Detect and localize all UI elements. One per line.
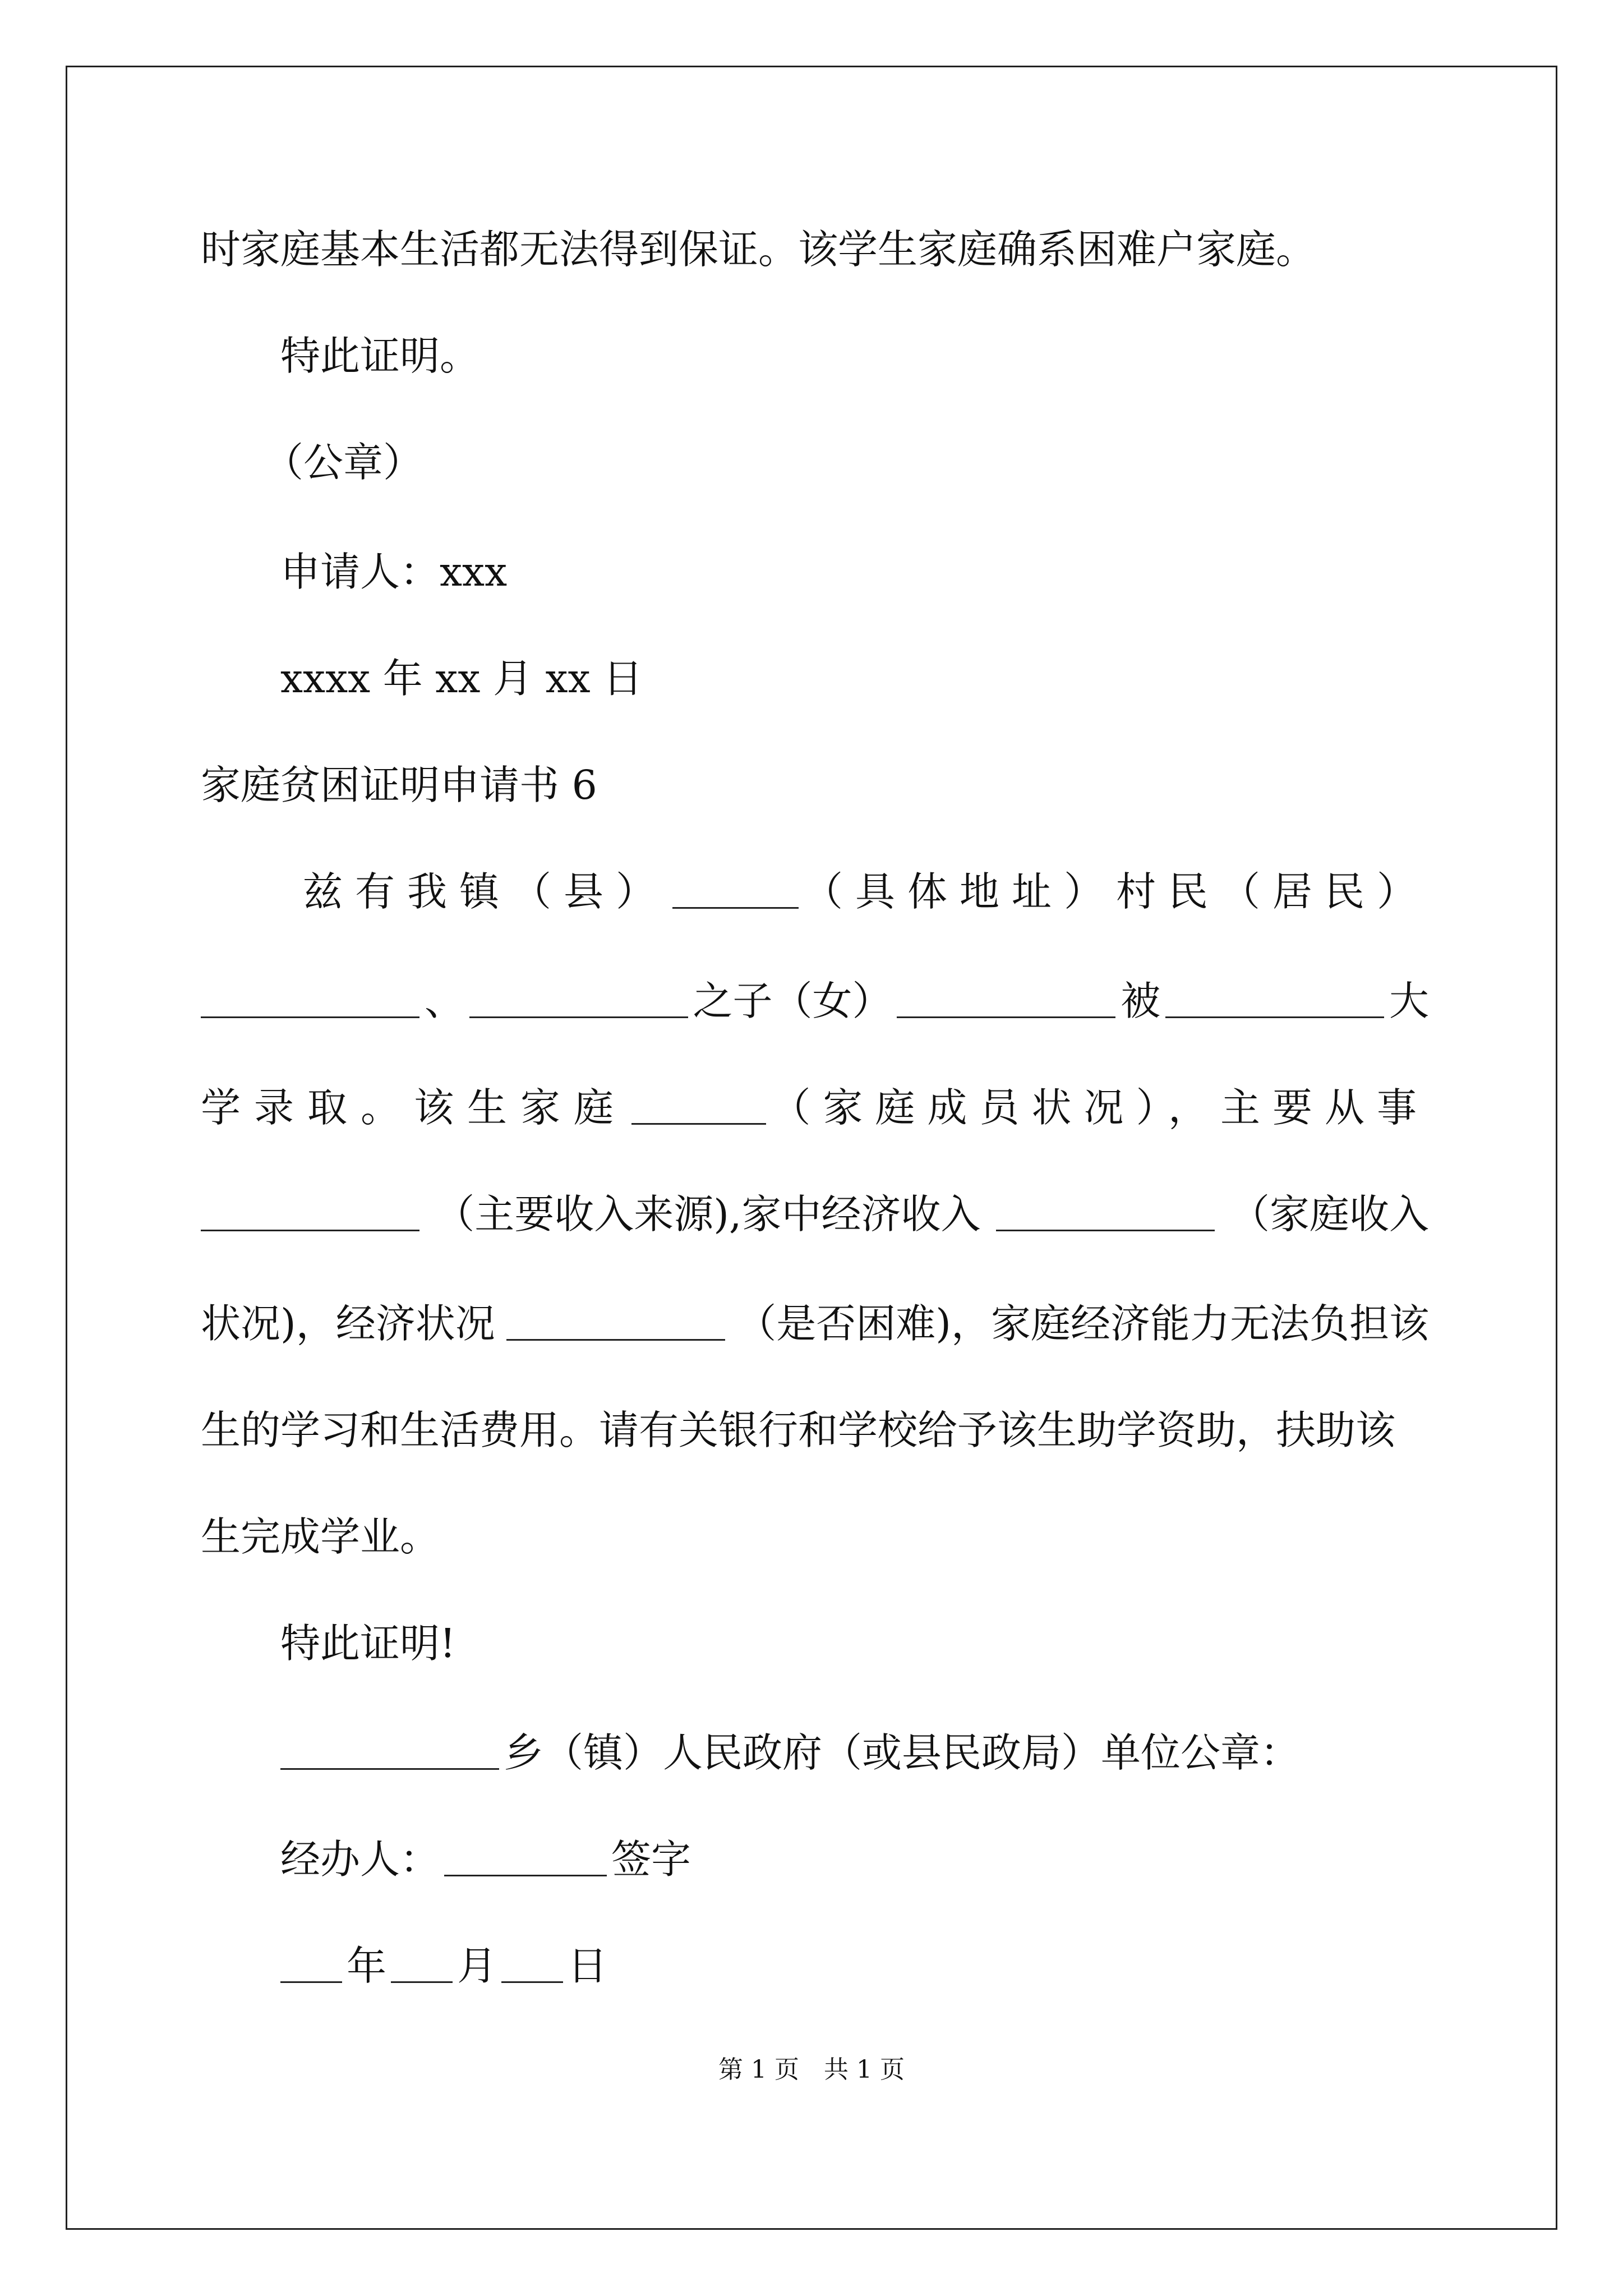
body-line-3-text-b: （家庭成员状况），主要从事 bbox=[771, 1084, 1429, 1131]
body-line-2 bbox=[201, 976, 1429, 1027]
body-line-7: 生完成学业。 bbox=[201, 1513, 440, 1560]
body-line-2-text-a: 、 bbox=[424, 978, 464, 1024]
body-line-5 bbox=[201, 1299, 1429, 1349]
blank-day bbox=[501, 1981, 563, 1983]
body-line-2-text-d: 大 bbox=[1389, 978, 1429, 1024]
body-line-2-text-b: 之子（女） bbox=[693, 978, 892, 1024]
blank-occupation bbox=[201, 1230, 419, 1231]
blank-economic-status bbox=[506, 1339, 725, 1341]
body-line-5-text-b: （是否困难)，家庭经济能力无法负担该 bbox=[736, 1300, 1429, 1347]
blank-handler-signature bbox=[444, 1875, 607, 1876]
body-line-5-text-a: 状况)，经济状况 bbox=[201, 1300, 495, 1347]
body-line-3-text-a: 学录取。该生家庭 bbox=[201, 1084, 628, 1131]
blank-address bbox=[672, 907, 799, 909]
handler-sign-text: 签字 bbox=[611, 1836, 691, 1883]
paragraph-sign-date bbox=[280, 1941, 607, 1991]
paragraph-handler bbox=[280, 1834, 691, 1885]
paragraph-seal-line bbox=[280, 1728, 1300, 1778]
handler-label: 经办人： bbox=[280, 1836, 440, 1883]
body-line-1-text-a: 兹有我镇（县） bbox=[303, 868, 668, 915]
blank-month bbox=[391, 1981, 453, 1983]
seal-line-text: 乡（镇）人民政府（或县民政局）单位公章： bbox=[504, 1729, 1301, 1776]
body-line-4-text-b: （家庭收入 bbox=[1229, 1191, 1429, 1237]
date-month-label: 月 bbox=[457, 1943, 497, 1989]
paragraph-applicant: 申请人：xxx bbox=[280, 549, 508, 595]
blank-student bbox=[897, 1016, 1115, 1018]
blank-family-members bbox=[631, 1123, 766, 1125]
page-footer: 第 1 页 共 1 页 bbox=[718, 2055, 905, 2084]
blank-parent-1 bbox=[201, 1016, 419, 1018]
blank-year bbox=[280, 1981, 342, 1983]
body-line-6: 生的学习和生活费用。请有关银行和学校给予该生助学资助，扶助该 bbox=[201, 1407, 1396, 1453]
paragraph-official-seal: （公章） bbox=[264, 439, 423, 486]
page-border bbox=[66, 66, 1557, 2230]
body-line-1 bbox=[303, 867, 1429, 917]
blank-university bbox=[1165, 1016, 1384, 1018]
body-line-1-text-b: （具体地址）村民（居民） bbox=[803, 868, 1429, 915]
body-line-4-text-a: （主要收入来源),家中经济收入 bbox=[435, 1191, 981, 1237]
body-line-4 bbox=[201, 1189, 1429, 1240]
section-heading: 家庭贫困证明申请书 6 bbox=[201, 762, 597, 808]
blank-township bbox=[280, 1768, 499, 1770]
body-line-2-text-c: 被 bbox=[1121, 978, 1161, 1024]
paragraph-closing: 特此证明! bbox=[280, 1620, 456, 1667]
paragraph-certify: 特此证明。 bbox=[280, 333, 480, 379]
date-day-label: 日 bbox=[568, 1943, 608, 1989]
paragraph-date: xxxx 年 xx 月 xx 日 bbox=[280, 655, 643, 702]
blank-income bbox=[996, 1230, 1215, 1231]
body-line-3 bbox=[201, 1083, 1429, 1133]
date-year-label: 年 bbox=[347, 1943, 387, 1989]
paragraph-hardship-statement: 时家庭基本生活都无法得到保证。该学生家庭确系困难户家庭。 bbox=[201, 226, 1316, 273]
blank-parent-2 bbox=[469, 1016, 688, 1018]
